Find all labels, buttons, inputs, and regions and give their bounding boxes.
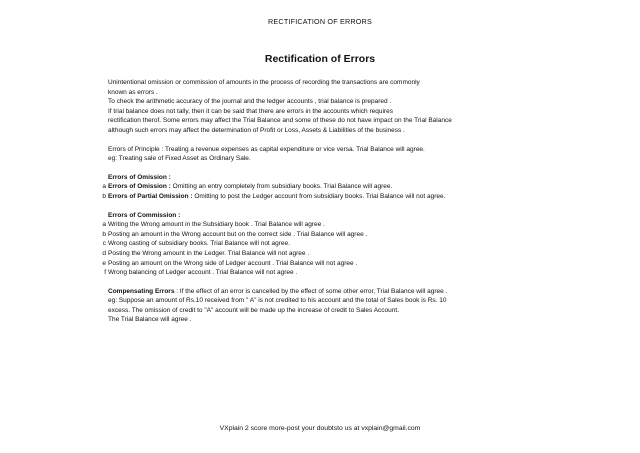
spacer	[108, 164, 508, 173]
list-marker: d	[102, 249, 106, 257]
intro-line: If trial balance does not tally, then it can be said that there are errors in the accounts which requires	[108, 107, 393, 115]
compensating-example: excess. The omission of credit to "A" account will be made up the increase of credit to Sales Account.	[108, 306, 400, 314]
page-title: Rectification of Errors	[264, 53, 376, 65]
list-item	[102, 220, 508, 230]
item-text: Posting the Wrong amount in the Ledger. Trial Balance will not agree .	[108, 249, 310, 257]
item-text: Posting an amount on the Wrong side of Ledger account . Trial Balance will not agree .	[108, 259, 358, 267]
running-header: RECTIFICATION OF ERRORS	[268, 17, 372, 26]
item-text: Omitting to post the Ledger account from subsidiary books. Trial Balance will not agree.	[192, 192, 446, 200]
list-item	[104, 268, 508, 278]
compensating-term: Compensating Errors	[108, 287, 175, 295]
intro-line: To check the arithmetic accuracy of the journal and the ledger accounts , trial balance is prepared .	[108, 98, 392, 106]
item-text: Posting an amount in the Wrong account but on the correct side . Trial Balance will agree .	[108, 230, 368, 238]
list-item	[102, 182, 508, 192]
list-marker: c	[102, 240, 106, 248]
list-marker: e	[102, 259, 106, 267]
list-item	[102, 192, 508, 202]
list-marker: a	[102, 183, 106, 191]
compensating-example: eg: Suppose an amount of Rs.10 received from " A" is not credited to his account and the total of Sales book is Rs. 10	[108, 297, 447, 305]
compensating-example: The Trial Balance will agree .	[108, 316, 192, 324]
omission-heading: Errors of Omission :	[108, 173, 171, 181]
list-item	[102, 230, 508, 240]
compensating-text: : If the effect of an error is cancelled by the effect of some other error, Trial Balance will agree .	[174, 287, 448, 295]
intro-line: known as errors .	[108, 88, 158, 96]
spacer	[108, 202, 508, 211]
item-text: Omitting an entry completely from subsidiary books. Trial Balance will agree.	[170, 183, 393, 191]
intro-line: rectification therof. Some errors may affect the Trial Balance and some of these do not have impact on the Trial Balance	[108, 117, 452, 125]
intro-line: Unintentional omission or commission of amounts in the process of recording the transactions are commonly	[108, 79, 420, 86]
item-term: Errors of Omission :	[108, 183, 171, 191]
item-text: Wrong casting of subsidiary books. Trial Balance will not agree.	[108, 240, 290, 248]
principle-definition: Errors of Principle : Treating a revenue expenses as capital expenditure or vice versa. Trial Balance will agree.	[108, 145, 425, 153]
item-text: Wrong balancing of Ledger account . Trial Balance will not agree .	[108, 269, 298, 277]
spacer	[108, 136, 508, 145]
list-marker: b	[102, 230, 106, 238]
item-term: Errors of Partial Omission :	[108, 192, 193, 200]
list-marker: a	[102, 221, 106, 229]
page-footer: VXplain 2 score more-post your doubtsto us at vxplain@gmail.com	[219, 425, 421, 432]
document-body	[102, 78, 508, 325]
intro-line: although such errors may affect the determination of Profit or Loss, Assets & Liabilities of the business .	[108, 126, 405, 134]
item-text: Writing the Wrong amount in the Subsidiary book . Trial Balance will agree .	[108, 221, 325, 229]
list-item	[102, 259, 508, 269]
list-marker: f	[104, 269, 106, 277]
list-item	[102, 239, 508, 249]
list-marker: b	[102, 192, 106, 200]
spacer	[108, 278, 508, 287]
compensating-definition	[108, 287, 508, 297]
commission-heading: Errors of Commission :	[108, 211, 181, 219]
list-item	[102, 249, 508, 259]
principle-example: eg: Treating sale of Fixed Asset as Ordinary Sale.	[108, 155, 251, 163]
